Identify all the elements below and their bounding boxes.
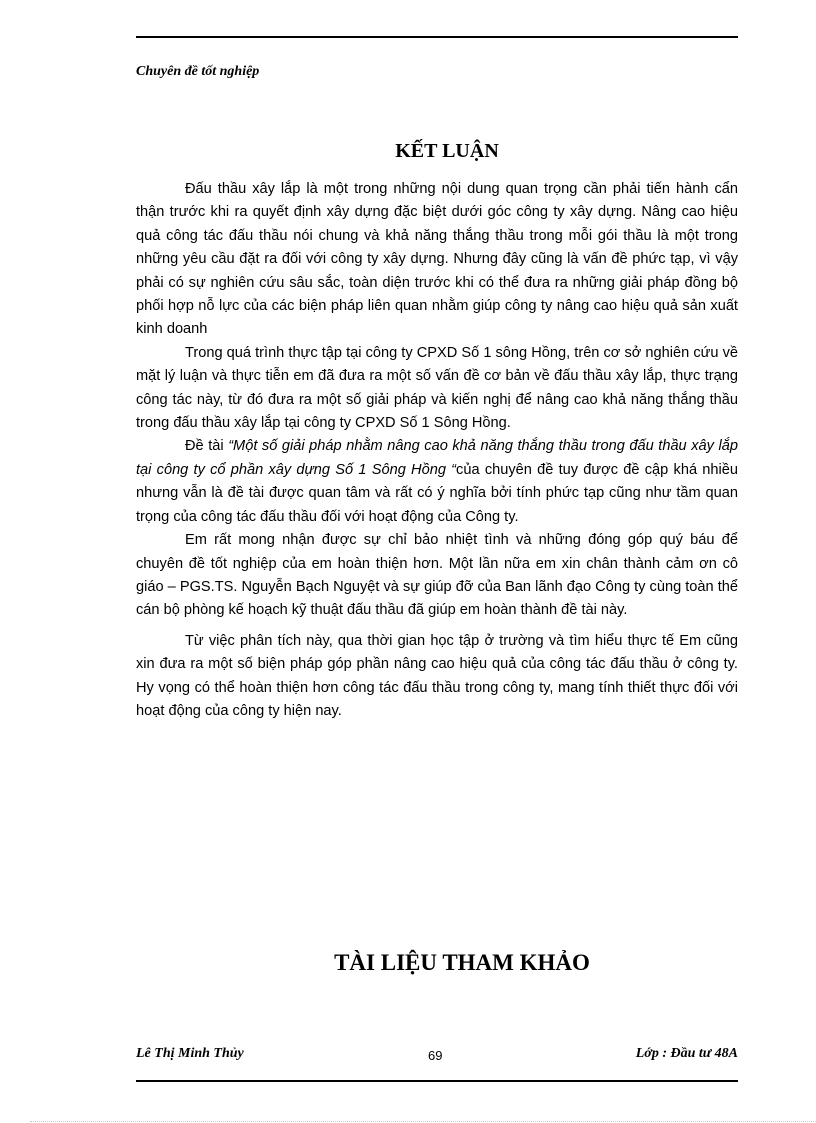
footer-rule [136, 1080, 738, 1082]
page-edge-divider [30, 1121, 816, 1122]
paragraph-2: Trong quá trình thực tập tại công ty CPXD Số 1 sông Hồng, trên cơ sở nghiên cứu về mặt lý luận và thực tiễn em đã đưa ra một số vấn đề cơ bản về đấu thầu xây lắp, thực trạng công tác này, từ đó đưa ra một số giải pháp và kiến nghị để nâng cao khả năng thắng thầu trong đấu thầu xây lắp tại công ty CPXD Số 1 Sông Hồng. [136, 344, 738, 432]
conclusion-body [136, 178, 738, 723]
document-header-title: Chuyên đề tốt nghiệp [136, 64, 260, 79]
references-heading: TÀI LIỆU THAM KHẢO [334, 950, 590, 975]
paragraph-3 [136, 435, 738, 529]
paragraph-4: Em rất mong nhận được sự chỉ bảo nhiệt tình và những đóng góp quý báu để chuyên đề tốt nghiệp của em hoàn thiện hơn. Một lần nữa em xin chân thành cảm ơn cô giáo – PGS.TS. Nguyễn Bạch Nguyệt và sự giúp đỡ của Ban lãnh đạo Công ty cùng toàn thể cán bộ phòng kế hoạch kỹ thuật đấu thầu đã giúp em hoàn thành đề tài này. [136, 532, 738, 619]
footer-class-label: Lớp : Đầu tư 48A [635, 1046, 738, 1061]
footer-author: Lê Thị Minh Thủy [136, 1046, 244, 1061]
paragraph-1: Đấu thầu xây lắp là một trong những nội dung quan trọng cần phải tiến hành cẩn thận trước khi ra quyết định xây dựng đặc biệt dưới góc công ty xây dựng. Nâng cao hiệu quả công tác đấu thầu nói chung và khả năng thắng thầu trong mỗi gói thầu là một trong những yêu cầu đặt ra đối với công ty xây dựng. Nhưng đây cũng là vấn đề phức tạp, vì vậy phải có sự nghiên cứu sâu sắc, toàn diện trước khi có thể đưa ra những giải pháp đồng bộ phối hợp nỗ lực của các biện pháp liên quan nhằm giúp công ty nâng cao hiệu quả sản xuất kinh doanh [136, 181, 738, 338]
conclusion-heading: KẾT LUẬN [395, 140, 499, 162]
paragraph-3-prefix: Đề tài [185, 438, 229, 455]
paragraph-3-suffix: của chuyên đề tuy được đề cập khá nhiều nhưng vẫn là đề tài được quan tâm và rất có ý nghĩa bởi tính phức tạp cũng như tầm quan trọng của công tác đấu thầu đối với hoạt động của Công ty. [136, 461, 739, 525]
header-rule [136, 36, 738, 38]
paragraph-5: Từ việc phân tích này, qua thời gian học tập ở trường và tìm hiểu thực tế Em cũng xin đưa ra một số biện pháp góp phần nâng cao hiệu quả của công tác đấu thầu ở công ty. Hy vọng có thể hoàn thiện hơn công tác đấu thầu trong công ty, mang tính thiết thực đối với hoạt động của công ty hiện nay. [136, 632, 738, 719]
footer-page-number: 69 [428, 1048, 443, 1063]
thesis-title-italic: “Một số giải pháp nhằm nâng cao khả năng thắng thầu trong đấu thầu xây lắp tại công ty cổ phần xây dựng Số 1 Sông Hồng “ [136, 438, 738, 478]
